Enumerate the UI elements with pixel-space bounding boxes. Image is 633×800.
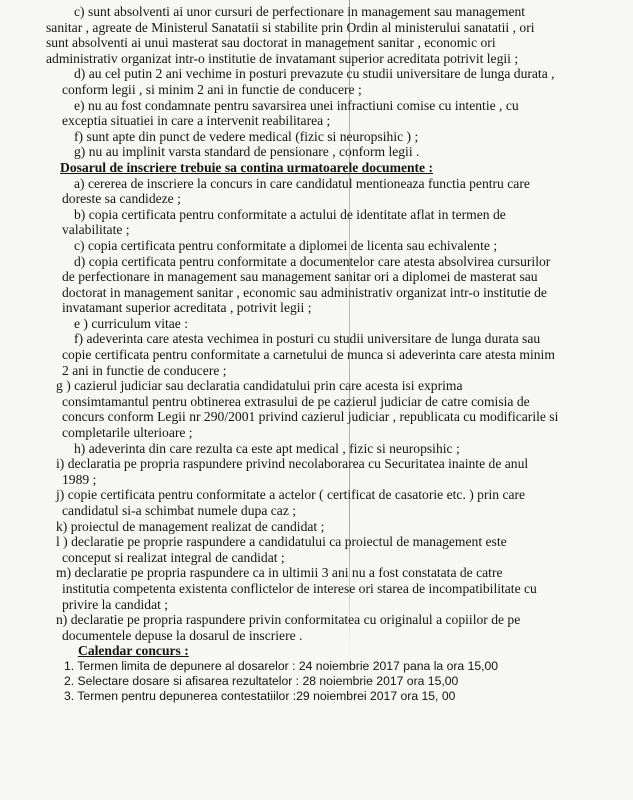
text-line: e) nu au fost condamnate pentru savarsirea unei infractiuni comise cu intentie , cu (74, 97, 519, 113)
text-line: sanitar , agreate de Ministerul Sanatatii si stabilite prin Ordin al ministerului sanatatii , ori (46, 19, 535, 35)
section-heading-calendar: Calendar concurs : (78, 643, 189, 659)
text-line: g) nu au implinit varsta standard de pensionare , conform legii . (74, 144, 420, 160)
text-line: institutia competenta existenta conflictelor de interese ori starea de incompatibilitate cu (62, 580, 537, 596)
text-line: doctorat in management sanitar , economic sau administrativ organizat intr-o institutie de (62, 284, 547, 300)
text-line: privire la candidat ; (62, 596, 169, 612)
text-line: candidatul si-a schimbat numele dupa caz ; (62, 503, 297, 518)
text-line: documentele depuse la dosarul de inscriere . (62, 627, 303, 643)
text-line: conform legii , si minim 2 ani in functie de conducere ; (62, 81, 362, 97)
text-line: concurs conform Legii nr 290/2001 privind cazierul judiciar , republicata cu modificarile si (62, 409, 559, 425)
calendar-item: 3. Termen pentru depunerea contestatiilor :29 noiembrei 2017 ora 15, 00 (64, 688, 456, 703)
text-line: d) au cel putin 2 ani vechime in posturi prevazute cu studii universitare de lunga durata , (74, 66, 555, 82)
text-line: 1989 ; (62, 471, 97, 487)
text-line: exceptia situatiei in care a intervenit reabilitarea ; (62, 113, 331, 129)
text-line: administrativ organizat intr-o institutie de invatamant superior acreditata potrivit legii ; (46, 50, 519, 66)
text-line: invatamant superior acreditata , potrivit legii ; (62, 300, 312, 316)
text-line: completarile ulterioare ; (62, 425, 193, 441)
text-line: f) adeverinta care atesta vechimea in posturi cu studii universitare de lunga durata sau (74, 331, 541, 347)
calendar-item: 2. Selectare dosare si afisarea rezultatelor : 28 noiembrie 2017 ora 15,00 (64, 673, 459, 688)
text-line: valabilitate ; (62, 222, 130, 238)
text-line: doreste sa candideze ; (62, 191, 181, 207)
text-line: j) copie certificata pentru conformitate a actelor ( certificat de casatorie etc. ) prin care (56, 487, 526, 503)
section-heading-documents: Dosarul de inscriere trebuie sa contina urmatoarele documente : (60, 159, 434, 175)
text-line: conceput si realizat integral de candidat ; (62, 549, 285, 565)
calendar-item: 1. Termen limita de depunere al dosarelor : 24 noiembrie 2017 pana la ora 15,00 (64, 658, 499, 673)
text-line: k) proiectul de management realizat de candidat ; (56, 518, 325, 534)
text-line: g ) cazierul judiciar sau declaratia candidatului prin care acesta isi exprima (56, 378, 463, 394)
text-line: 2 ani in functie de conducere ; (62, 362, 227, 378)
text-line: d) copia certificata pentru conformitate a documentelor care atesta absolvirea cursurilor (74, 253, 551, 269)
text-line: sunt absolventi ai unui masterat sau doctorat in management sanitar , economic ori (46, 35, 496, 51)
text-line: n) declaratie pe propria raspundere privin conformitatea cu originalul a copiilor de pe (56, 612, 521, 628)
text-line: e ) curriculum vitae : (74, 315, 188, 331)
text-line: f) sunt apte din punct de vedere medical (fizic si neuropsihic ) ; (74, 128, 419, 144)
text-line: a) cererea de inscriere la concurs in care candidatul mentioneaza functia pentru care (74, 175, 530, 191)
text-line: i) declaratia pe propria raspundere privind necolaborarea cu Securitatea inainte de anul (56, 456, 529, 472)
text-line: m) declaratie pe propria raspundere ca in ultimii 3 ani nu a fost constatata de catre (56, 565, 503, 581)
text-line: l ) declaratie pe proprie raspundere a candidatului ca proiectul de management este (56, 534, 507, 550)
text-line: consimtamantul pentru obtinerea extrasului de pe cazierul judiciar de catre comisia de (62, 393, 530, 409)
text-line: c) copia certificata pentru conformitate a diplomei de licenta sau echivalente ; (74, 237, 498, 253)
text-line: de perfectionare in management sau management sanitar ori a diplomei de masterat sau (62, 269, 538, 285)
text-line: h) adeverinta din care rezulta ca este apt medical , fizic si neuropsihic ; (74, 440, 460, 456)
scan-fold-line (349, 0, 350, 660)
text-line: b) copia certificata pentru conformitate a actului de identitate aflat in termen de (74, 206, 506, 222)
text-line: c) sunt absolventi ai unor cursuri de perfectionare in management sau management (74, 4, 526, 19)
text-line: copie certificata pentru conformitate a carnetului de munca si adeverinta care atesta minim (62, 347, 555, 363)
